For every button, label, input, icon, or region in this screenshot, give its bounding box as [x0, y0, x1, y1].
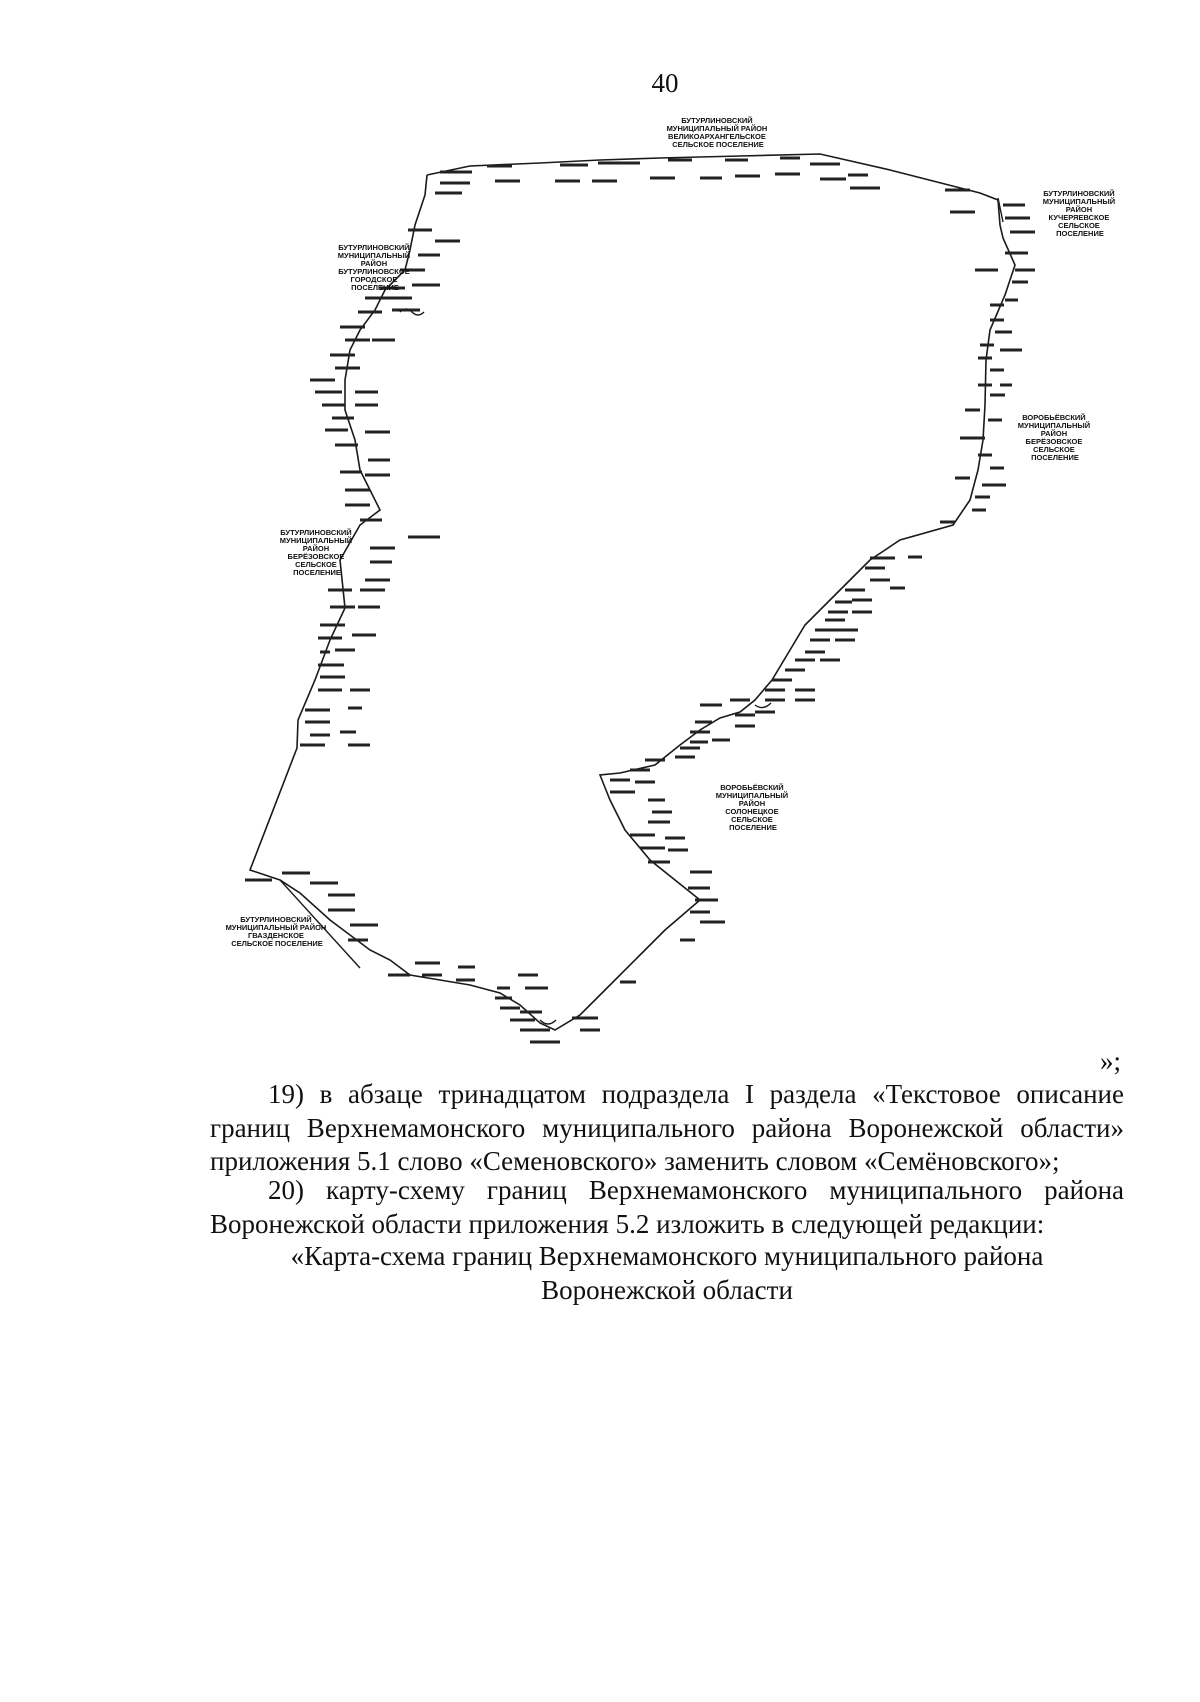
region-label-left-top: БУТУРЛИНОВСКИЙ МУНИЦИПАЛЬНЫЙ РАЙОН БУТУРЛИНОВСКОЕ ГОРОДСКОЕ ПОСЕЛЕНИЕ	[337, 243, 411, 292]
page-number: 40	[651, 68, 679, 98]
closing-quote: »;	[1100, 1046, 1122, 1076]
paragraph-20: 20) карту-схему границ Верхнемамонского муниципального района Воронежской области приложения 5.2 изложить в следующей редакции:	[210, 1175, 1124, 1239]
caption-line-2: Воронежской области	[541, 1274, 793, 1305]
region-label-center: ВОРОБЬЁВСКИЙ МУНИЦИПАЛЬНЫЙ РАЙОН СОЛОНЕЦКОЕ СЕЛЬСКОЕ ПОСЕЛЕНИЕ	[715, 783, 789, 832]
paragraph-19: 19) в абзаце тринадцатом подраздела I раздела «Текстовое описание границ Верхнемамонского муниципального района Воронежской области» приложения 5.1 слово «Семеновского» заменить словом «Семёновского»;	[210, 1079, 1124, 1176]
region-label-bottom-left: БУТУРЛИНОВСКИЙ МУНИЦИПАЛЬНЫЙ РАЙОН ГВАЗДЕНСКОЕ СЕЛЬСКОЕ ПОСЕЛЕНИЕ	[225, 915, 327, 948]
map-caption	[210, 1240, 1124, 1307]
caption-line-1: «Карта-схема границ Верхнемамонского муниципального района	[290, 1241, 1044, 1271]
region-label-top: БУТУРЛИНОВСКИЙ МУНИЦИПАЛЬНЫЙ РАЙОН ВЕЛИКОАРХАНГЕЛЬСКОЕ СЕЛЬСКОЕ ПОСЕЛЕНИЕ	[666, 116, 768, 149]
region-label-left-middle: БУТУРЛИНОВСКИЙ МУНИЦИПАЛЬНЫЙ РАЙОН БЕРЁЗОВСКОЕ СЕЛЬСКОЕ ПОСЕЛЕНИЕ	[279, 528, 353, 577]
region-label-right-top: БУТУРЛИНОВСКИЙ МУНИЦИПАЛЬНЫЙ РАЙОН КУЧЕРЯЕВСКОЕ СЕЛЬСКОЕ ПОСЕЛЕНИЕ	[1042, 189, 1116, 238]
region-label-right-middle: ВОРОБЬЁВСКИЙ МУНИЦИПАЛЬНЫЙ РАЙОН БЕРЁЗОВСКОЕ СЕЛЬСКОЕ ПОСЕЛЕНИЕ	[1017, 413, 1091, 462]
